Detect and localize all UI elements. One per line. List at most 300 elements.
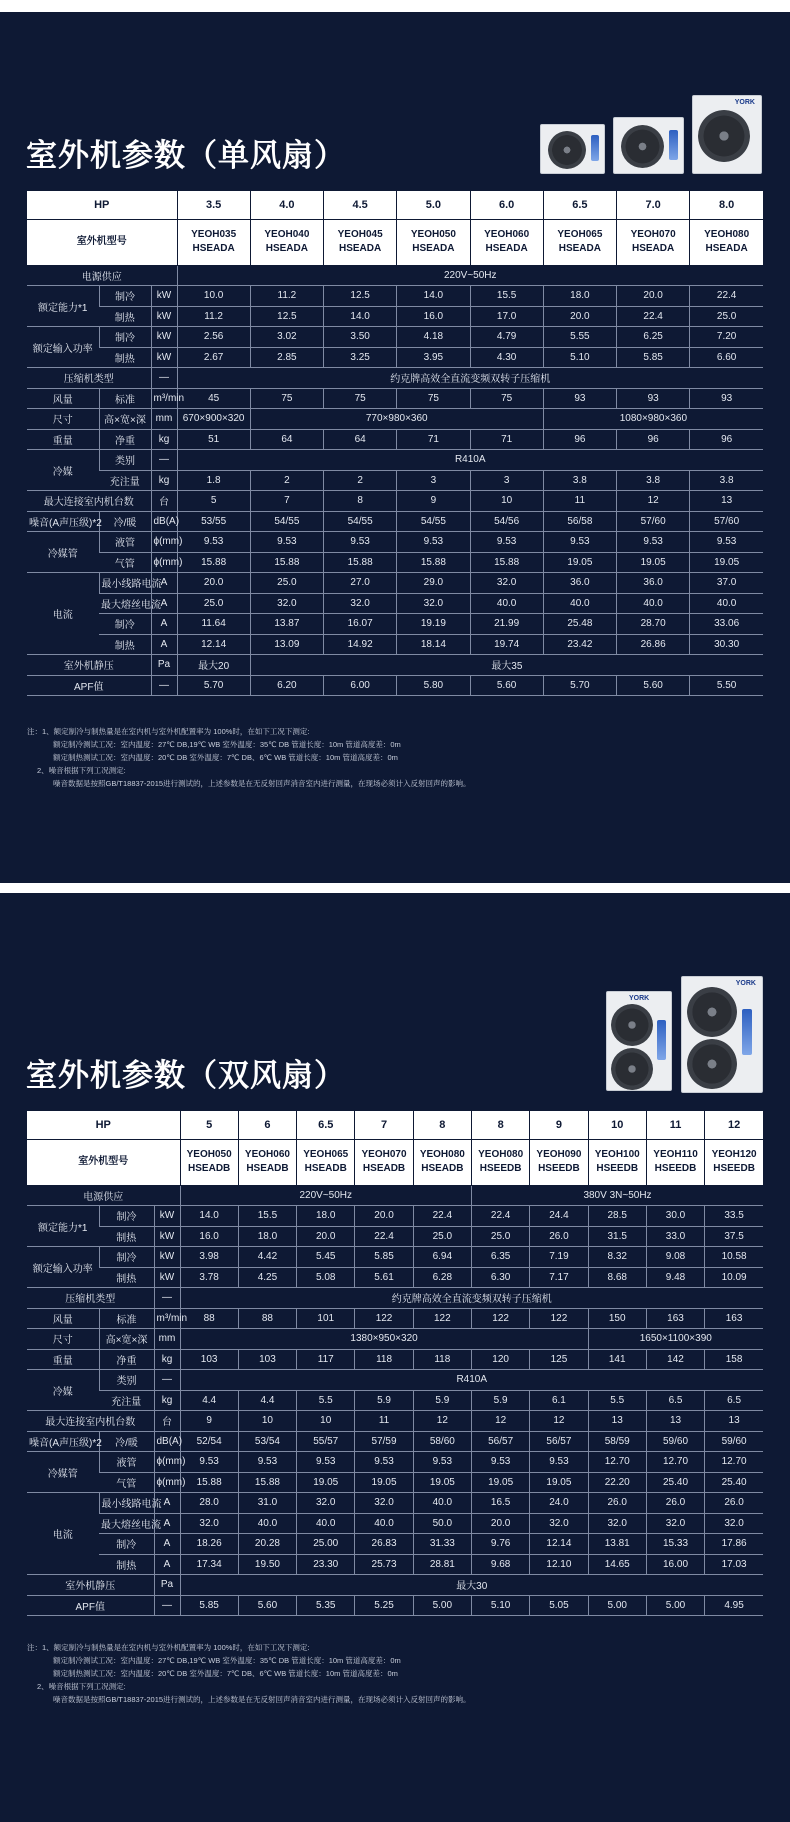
table-cell: 3.8: [690, 470, 763, 491]
row-unit: 台: [154, 1411, 180, 1432]
stripe-decor: [742, 1009, 752, 1055]
table-cell: R410A: [177, 450, 763, 471]
table-row: [27, 1431, 763, 1452]
table-cell: 5.00: [588, 1595, 646, 1616]
table-cell: 40.0: [355, 1513, 413, 1534]
table-cell: 25.0: [250, 573, 323, 594]
table-cell: 23.30: [297, 1554, 355, 1575]
row-category: 冷媒: [27, 1370, 99, 1411]
table-cell: 6.30: [471, 1267, 529, 1288]
table-cell: 17.86: [705, 1534, 763, 1555]
table-cell: 30.30: [690, 634, 763, 655]
table-cell: 9.76: [471, 1534, 529, 1555]
table-cell: 15.88: [470, 552, 543, 573]
footnote-line: 额定制热测试工况：室内温度：20℃ DB 室外温度：7℃ DB、6℃ WB 管道长度：10m 管道高度差：0m: [53, 753, 398, 762]
hp-value: 6.0: [470, 191, 543, 219]
row-subcategory: 高×宽×深: [99, 409, 151, 430]
row-unit: ϕ(mm): [151, 552, 177, 573]
hp-value: 6.5: [297, 1111, 355, 1139]
table-cell: 13: [646, 1411, 704, 1432]
table-cell: 12.70: [646, 1452, 704, 1473]
table-cell: 93: [543, 388, 616, 409]
table-cell: 9.53: [397, 532, 470, 553]
hp-value: 3.5: [177, 191, 250, 219]
row-category: 额定能力*1: [27, 286, 99, 327]
row-subcategory: 标准: [99, 388, 151, 409]
table-cell: 25.0: [413, 1226, 471, 1247]
row-category: 电流: [27, 573, 99, 655]
table-row: [27, 1185, 763, 1206]
model-name: [690, 219, 763, 265]
row-unit: A: [151, 614, 177, 635]
table-cell: 11: [543, 491, 616, 512]
table-row: [27, 1329, 763, 1350]
table-row: [27, 1390, 763, 1411]
table-cell: 40.0: [238, 1513, 296, 1534]
table-cell: 最大20: [177, 655, 250, 676]
hp-value: 10: [588, 1111, 646, 1139]
header-label-hp: HP: [27, 191, 177, 219]
row-subcategory: 液管: [99, 532, 151, 553]
table-cell: 19.05: [617, 552, 690, 573]
table-cell: 11.2: [250, 286, 323, 307]
table-cell: 52/54: [180, 1431, 238, 1452]
table-cell: 5.10: [543, 347, 616, 368]
table-cell: 18.26: [180, 1534, 238, 1555]
table-cell: 5.80: [397, 675, 470, 696]
table-cell: 32.0: [530, 1513, 588, 1534]
table-cell: 3.50: [324, 327, 397, 348]
table-cell: 40.0: [690, 593, 763, 614]
table-cell: 59/60: [705, 1431, 763, 1452]
footnote-line: 噪音数据是按照GB/T18837-2015进行测试的，上述参数是在无反射回声消音室内进行测量，在现场必须计入反射回声的影响。: [53, 1695, 471, 1704]
table-cell: 103: [238, 1349, 296, 1370]
table-cell: 101: [297, 1308, 355, 1329]
model-line-2: HSEADA: [339, 243, 382, 254]
table-row: [27, 1247, 763, 1268]
fan-icon: [687, 1039, 737, 1089]
table-cell: 15.88: [324, 552, 397, 573]
row-unit: kW: [154, 1267, 180, 1288]
table-cell: 9.53: [324, 532, 397, 553]
model-line-1: YEOH060: [484, 229, 530, 240]
row-unit: m³/min: [151, 388, 177, 409]
row-category: APF值: [27, 675, 151, 696]
table-cell: 4.18: [397, 327, 470, 348]
table-row: [27, 1493, 763, 1514]
table-row: [27, 634, 763, 655]
table-cell: 12.5: [324, 286, 397, 307]
model-line-1: YEOH120: [711, 1149, 757, 1160]
table-row: [27, 1513, 763, 1534]
spec-table-dual-fan: [27, 1111, 763, 1616]
table-cell: 19.05: [355, 1472, 413, 1493]
table-cell: 37.5: [705, 1226, 763, 1247]
row-category: 室外机静压: [27, 1575, 154, 1596]
table-cell: 5.85: [180, 1595, 238, 1616]
table-row: [27, 347, 763, 368]
table-cell: 6.25: [617, 327, 690, 348]
hp-value: 7.0: [617, 191, 690, 219]
model-line-2: HSEEDB: [713, 1163, 755, 1174]
table-cell: 118: [413, 1349, 471, 1370]
hp-value: 9: [530, 1111, 588, 1139]
table-cell: 8.68: [588, 1267, 646, 1288]
model-line-2: HSEADB: [246, 1163, 289, 1174]
row-unit: —: [151, 368, 177, 389]
row-subcategory: 制冷: [99, 327, 151, 348]
row-unit: ϕ(mm): [154, 1472, 180, 1493]
table-cell: 5.60: [617, 675, 690, 696]
table-cell: 64: [324, 429, 397, 450]
model-line-1: YEOH045: [337, 229, 383, 240]
row-subcategory: 标准: [99, 1308, 154, 1329]
table-cell: 32.0: [250, 593, 323, 614]
table-cell: 3.8: [543, 470, 616, 491]
table-cell: 12.70: [705, 1452, 763, 1473]
table-cell: 13: [690, 491, 763, 512]
model-line-2: HSEADA: [485, 243, 528, 254]
table-cell: 31.0: [238, 1493, 296, 1514]
table-cell: 57/60: [690, 511, 763, 532]
row-unit: mm: [154, 1329, 180, 1350]
row-unit: kW: [151, 327, 177, 348]
table-cell: 96: [617, 429, 690, 450]
hp-value: 4.0: [250, 191, 323, 219]
row-unit: Pa: [154, 1575, 180, 1596]
table-row: [27, 655, 763, 676]
table-cell: 26.83: [355, 1534, 413, 1555]
table-cell: 25.48: [543, 614, 616, 635]
table-cell: 3.78: [180, 1267, 238, 1288]
table-row: [27, 614, 763, 635]
table-cell: 9.53: [530, 1452, 588, 1473]
row-category: 重量: [27, 429, 99, 450]
hp-value: 8: [413, 1111, 471, 1139]
row-unit: kg: [151, 429, 177, 450]
model-line-1: YEOH080: [419, 1149, 465, 1160]
table-cell: 15.33: [646, 1534, 704, 1555]
table-cell: 122: [530, 1308, 588, 1329]
table-cell: 18.14: [397, 634, 470, 655]
table-cell: 16.0: [397, 306, 470, 327]
row-category: 冷媒管: [27, 1452, 99, 1493]
table-cell: 3.8: [617, 470, 690, 491]
row-category: 风量: [27, 388, 99, 409]
outdoor-unit-dual-large: [681, 976, 763, 1093]
table-cell: 19.05: [543, 552, 616, 573]
table-cell: 7: [250, 491, 323, 512]
table-cell: 57/59: [355, 1431, 413, 1452]
table-cell: 5.25: [355, 1595, 413, 1616]
table-cell: 12: [413, 1411, 471, 1432]
row-unit: A: [154, 1534, 180, 1555]
row-subcategory: 最大熔丝电流: [99, 593, 151, 614]
model-line-2: HSEADA: [558, 243, 601, 254]
table-row: [27, 409, 763, 430]
table-cell: 4.4: [180, 1390, 238, 1411]
row-category: 电源供应: [27, 1185, 180, 1206]
table-row: [27, 1308, 763, 1329]
table-cell: 11.64: [177, 614, 250, 635]
table-row: [27, 1472, 763, 1493]
york-logo: YORK: [735, 980, 756, 987]
table-cell: 5.5: [588, 1390, 646, 1411]
row-subcategory: 制热: [99, 1554, 154, 1575]
table-cell: 40.0: [413, 1493, 471, 1514]
table-cell: 75: [470, 388, 543, 409]
table-cell: 12: [617, 491, 690, 512]
table-cell: 17.0: [470, 306, 543, 327]
table-cell: 770×980×360: [250, 409, 543, 430]
row-category: 室外机静压: [27, 655, 151, 676]
model-line-2: HSEEDB: [596, 1163, 639, 1174]
model-line-2: HSEADB: [188, 1163, 231, 1174]
row-subcategory: 制冷: [99, 1206, 154, 1227]
model-name: [470, 219, 543, 265]
model-name: [543, 219, 616, 265]
stripe-decor: [669, 130, 678, 160]
table-cell: 22.4: [355, 1226, 413, 1247]
table-cell: 4.95: [705, 1595, 763, 1616]
footnote-line: 额定制热测试工况：室内温度：20℃ DB 室外温度：7℃ DB、6℃ WB 管道长度：10m 管道高度差：0m: [53, 1669, 398, 1678]
table-cell: 18.0: [543, 286, 616, 307]
table-cell: 15.88: [177, 552, 250, 573]
row-category: 额定输入功率: [27, 327, 99, 368]
table-row: [27, 368, 763, 389]
row-subcategory: 充注量: [99, 1390, 154, 1411]
table-cell: 9.53: [238, 1452, 296, 1473]
row-category: APF值: [27, 1595, 154, 1616]
header-row-model: [27, 1139, 763, 1185]
table-cell: 51: [177, 429, 250, 450]
table-row: [27, 1575, 763, 1596]
table-cell: 20.28: [238, 1534, 296, 1555]
table-cell: 7.19: [530, 1247, 588, 1268]
model-name: [413, 1139, 471, 1185]
row-subcategory: 制冷: [99, 286, 151, 307]
table-row: [27, 429, 763, 450]
row-subcategory: 净重: [99, 1349, 154, 1370]
table-cell: 18.0: [297, 1206, 355, 1227]
table-cell: 5.9: [413, 1390, 471, 1411]
table-cell: 5.60: [470, 675, 543, 696]
hp-value: 12: [705, 1111, 763, 1139]
fan-icon: [548, 131, 586, 169]
table-cell: 26.0: [646, 1493, 704, 1514]
table-cell: 9.53: [413, 1452, 471, 1473]
table-cell: 20.0: [297, 1226, 355, 1247]
table-cell: 96: [690, 429, 763, 450]
table-cell: 9.53: [355, 1452, 413, 1473]
table-cell: 4.30: [470, 347, 543, 368]
table-cell: 2.85: [250, 347, 323, 368]
table-cell: 4.42: [238, 1247, 296, 1268]
model-line-1: YEOH110: [653, 1149, 698, 1160]
table-cell: 142: [646, 1349, 704, 1370]
table-cell: 55/57: [297, 1431, 355, 1452]
row-unit: A: [154, 1513, 180, 1534]
table-cell: 56/57: [471, 1431, 529, 1452]
table-cell: 40.0: [617, 593, 690, 614]
table-cell: 88: [238, 1308, 296, 1329]
york-logo: YORK: [734, 99, 755, 106]
table-cell: R410A: [180, 1370, 763, 1391]
table-row: [27, 388, 763, 409]
row-category: 噪音(A声压级)*2: [27, 511, 99, 532]
table-cell: 9.53: [690, 532, 763, 553]
table-cell: 71: [397, 429, 470, 450]
fan-icon: [687, 987, 737, 1037]
table-cell: 12.10: [530, 1554, 588, 1575]
table-row: [27, 1267, 763, 1288]
table-cell: 5.9: [471, 1390, 529, 1411]
row-subcategory: 制热: [99, 634, 151, 655]
table-cell: 1.8: [177, 470, 250, 491]
row-unit: kW: [154, 1226, 180, 1247]
table-cell: 20.0: [617, 286, 690, 307]
row-unit: dB(A): [154, 1431, 180, 1452]
table-cell: 125: [530, 1349, 588, 1370]
row-subcategory: 制冷: [99, 1534, 154, 1555]
table-cell: 16.0: [180, 1226, 238, 1247]
table-cell: 53/55: [177, 511, 250, 532]
model-name: [646, 1139, 704, 1185]
model-line-2: HSEADA: [705, 243, 748, 254]
table-cell: 1080×980×360: [543, 409, 763, 430]
table-cell: 17.03: [705, 1554, 763, 1575]
footnote-line: 额定制冷测试工况：室内温度：27℃ DB,19℃ WB 室外温度：35℃ DB 管道长度：10m 管道高度差：0m: [53, 1656, 401, 1665]
table-cell: 6.28: [413, 1267, 471, 1288]
table-row: [27, 286, 763, 307]
model-name: [324, 219, 397, 265]
table-cell: 26.0: [588, 1493, 646, 1514]
model-name: [471, 1139, 529, 1185]
table-cell: 14.0: [324, 306, 397, 327]
row-category: 尺寸: [27, 409, 99, 430]
table-cell: 37.0: [690, 573, 763, 594]
footnote-line: 2、噪音根据下列工况测定:: [37, 1682, 126, 1691]
table-cell: 28.81: [413, 1554, 471, 1575]
footnotes-single-fan: [27, 725, 471, 790]
row-subcategory: 类别: [99, 1370, 154, 1391]
model-line-2: HSEADA: [265, 243, 308, 254]
table-cell: 15.88: [238, 1472, 296, 1493]
row-subcategory: 类别: [99, 450, 151, 471]
table-cell: 36.0: [617, 573, 690, 594]
row-subcategory: 气管: [99, 552, 151, 573]
model-line-2: HSEADA: [412, 243, 455, 254]
table-cell: 5.55: [543, 327, 616, 348]
row-unit: 台: [151, 491, 177, 512]
table-cell: 20.0: [471, 1513, 529, 1534]
table-cell: 220V~50Hz: [180, 1185, 471, 1206]
row-unit: kW: [154, 1247, 180, 1268]
table-cell: 33.5: [705, 1206, 763, 1227]
table-row: [27, 450, 763, 471]
table-cell: 20.0: [543, 306, 616, 327]
table-cell: 28.5: [588, 1206, 646, 1227]
table-row: [27, 265, 763, 286]
header-row-model: [27, 219, 763, 265]
table-cell: 6.94: [413, 1247, 471, 1268]
table-row: [27, 1452, 763, 1473]
row-category: 额定输入功率: [27, 1247, 99, 1288]
table-cell: 31.5: [588, 1226, 646, 1247]
row-unit: A: [151, 593, 177, 614]
row-unit: —: [151, 675, 177, 696]
table-cell: 2.67: [177, 347, 250, 368]
table-cell: 158: [705, 1349, 763, 1370]
table-row: [27, 306, 763, 327]
table-cell: 33.06: [690, 614, 763, 635]
model-line-2: HSEADB: [304, 1163, 347, 1174]
table-cell: 4.79: [470, 327, 543, 348]
row-unit: A: [154, 1554, 180, 1575]
model-line-2: HSEEDB: [479, 1163, 522, 1174]
table-cell: 15.88: [397, 552, 470, 573]
table-cell: 96: [543, 429, 616, 450]
outdoor-unit-medium: [613, 117, 684, 174]
table-cell: 19.19: [397, 614, 470, 635]
table-cell: 122: [413, 1308, 471, 1329]
model-name: [177, 219, 250, 265]
model-line-1: YEOH035: [191, 229, 237, 240]
table-row: [27, 1595, 763, 1616]
row-category: 电流: [27, 1493, 99, 1575]
row-unit: —: [154, 1288, 180, 1309]
table-cell: 7.20: [690, 327, 763, 348]
hp-value: 5: [180, 1111, 238, 1139]
model-name: [588, 1139, 646, 1185]
table-cell: 19.05: [530, 1472, 588, 1493]
table-cell: 54/55: [397, 511, 470, 532]
model-line-1: YEOH070: [361, 1149, 407, 1160]
row-category: 额定能力*1: [27, 1206, 99, 1247]
table-cell: 17.34: [180, 1554, 238, 1575]
table-cell: 32.0: [646, 1513, 704, 1534]
hp-value: 5.0: [397, 191, 470, 219]
row-category: 最大连接室内机台数: [27, 1411, 154, 1432]
table-cell: 75: [397, 388, 470, 409]
table-cell: 32.0: [705, 1513, 763, 1534]
table-cell: 45: [177, 388, 250, 409]
table-cell: 10: [297, 1411, 355, 1432]
table-cell: 9.53: [177, 532, 250, 553]
table-cell: 5.70: [543, 675, 616, 696]
table-cell: 9.53: [471, 1452, 529, 1473]
table-cell: 380V 3N~50Hz: [471, 1185, 763, 1206]
table-cell: 25.00: [297, 1534, 355, 1555]
table-cell: 32.0: [588, 1513, 646, 1534]
table-cell: 88: [180, 1308, 238, 1329]
page-title-dual-fan: 室外机参数（双风扇）: [26, 1058, 346, 1093]
table-cell: 54/55: [324, 511, 397, 532]
row-subcategory: 气管: [99, 1472, 154, 1493]
table-cell: 5.61: [355, 1267, 413, 1288]
header-label-hp: HP: [27, 1111, 180, 1139]
row-subcategory: 充注量: [99, 470, 151, 491]
row-subcategory: 制热: [99, 1226, 154, 1247]
table-cell: 19.05: [471, 1472, 529, 1493]
table-cell: 40.0: [543, 593, 616, 614]
model-line-2: HSEEDB: [654, 1163, 697, 1174]
row-category: 噪音(A声压级)*2: [27, 1431, 99, 1452]
table-cell: 12.14: [177, 634, 250, 655]
header-row-hp: [27, 1111, 763, 1139]
table-cell: 4.25: [238, 1267, 296, 1288]
table-cell: 10.0: [177, 286, 250, 307]
